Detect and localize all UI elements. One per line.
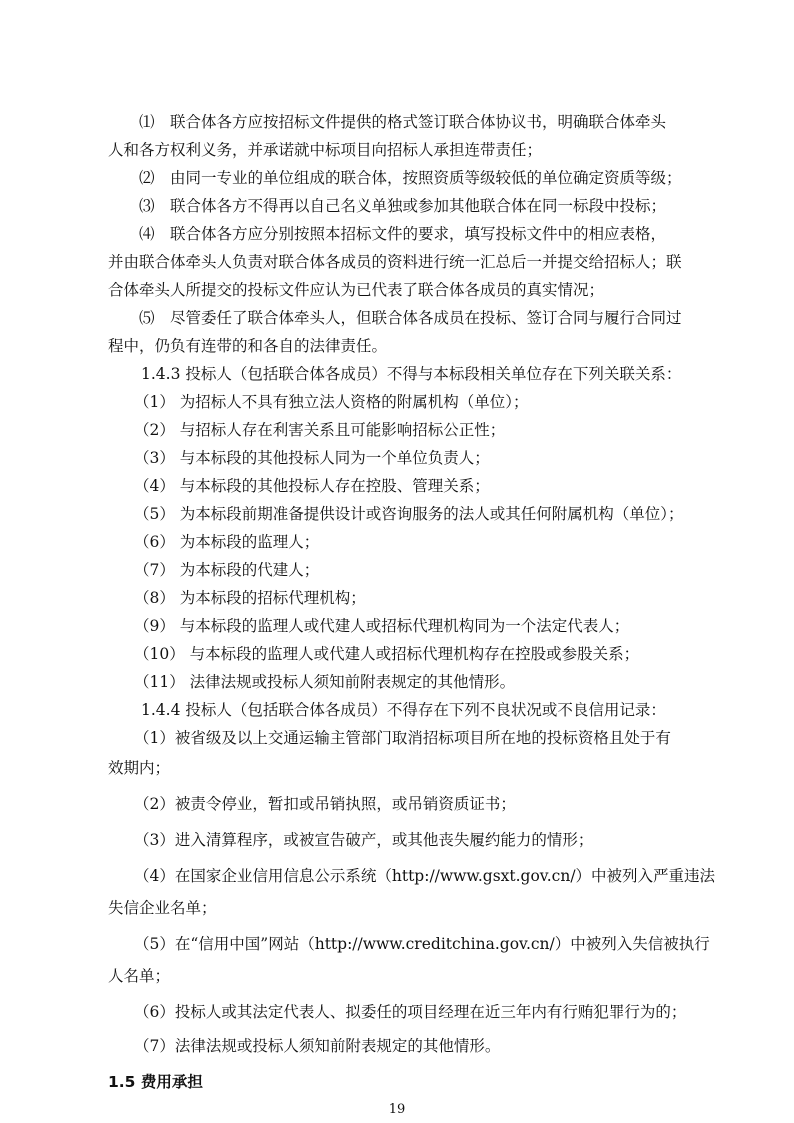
paragraph-line: 并由联合体牵头人负责对联合体各成员的资料进行统一汇总后一并提交给招标人；联 [108,253,682,271]
list-item: （2） 与招标人存在利害关系且可能影响招标公正性； [134,421,506,439]
section-heading: 1.5 费用承担 [108,1073,203,1091]
list-item-continuation: 人名单； [108,967,171,985]
paragraph-line: ⑵ 由同一专业的单位组成的联合体，按照资质等级较低的单位确定资质等级； [139,169,682,187]
list-item: （6） 为本标段的监理人； [134,533,320,551]
list-item: （10） 与本标段的监理人或代建人或招标代理机构存在控股或参股关系； [134,645,640,663]
clause-heading-1-4-3: 1.4.3 投标人（包括联合体各成员）不得与本标段相关单位存在下列关联关系： [141,365,682,383]
list-item: （5）在“信用中国”网站（http://www.creditchina.gov.cn/）中被列入失信被执行 [134,935,710,953]
paragraph-line: ⑴ 联合体各方应按招标文件提供的格式签订联合体协议书，明确联合体牵头 [139,113,667,131]
paragraph-line: ⑶ 联合体各方不得再以自己名义单独或参加其他联合体在同一标段中投标； [139,197,667,215]
list-item: （7）法律法规或投标人须知前附表规定的其他情形。 [134,1037,501,1055]
list-item: （1）被省级及以上交通运输主管部门取消招标项目所在地的投标资格且处于有 [134,729,671,747]
list-item: （7） 为本标段的代建人； [134,561,320,579]
list-item-continuation: 效期内； [108,759,171,777]
list-item: （5） 为本标段前期准备提供设计或咨询服务的法人或其任何附属机构（单位）； [134,505,684,523]
clause-heading-1-4-4: 1.4.4 投标人（包括联合体各成员）不得存在下列不良状况或不良信用记录： [141,701,666,719]
paragraph-line: 人和各方权利义务，并承诺就中标项目向招标人承担连带责任； [108,141,543,159]
list-item: （6）投标人或其法定代表人、拟委任的项目经理在近三年内有行贿犯罪行为的； [134,1003,687,1021]
list-item: （3）进入清算程序，或被宣告破产，或其他丧失履约能力的情形； [134,831,594,849]
list-item: （1） 为招标人不具有独立法人资格的附属机构（单位）； [134,393,529,411]
list-item: （2）被责令停业，暂扣或吊销执照，或吊销资质证书； [134,795,516,813]
list-item-continuation: 失信企业名单； [108,899,217,917]
list-item: （3） 与本标段的其他投标人同为一个单位负责人； [134,449,490,467]
list-item: （9） 与本标段的监理人或代建人或招标代理机构同为一个法定代表人； [134,617,630,635]
page-number: 19 [388,1102,406,1117]
list-item: （4） 与本标段的其他投标人存在控股、管理关系； [134,477,490,495]
paragraph-line: ⑸ 尽管委任了联合体牵头人，但联合体各成员在投标、签订合同与履行合同过 [139,309,682,327]
paragraph-line: 合体牵头人所提交的投标文件应认为已代表了联合体各成员的真实情况； [108,281,605,299]
list-item: （11） 法律法规或投标人须知前附表规定的其他情形。 [134,673,516,691]
paragraph-line: ⑷ 联合体各方应分别按照本招标文件的要求，填写投标文件中的相应表格， [139,225,667,243]
paragraph-line: 程中，仍负有连带的和各自的法律责任。 [108,337,388,355]
list-item: （8） 为本标段的招标代理机构； [134,589,366,607]
list-item: （4）在国家企业信用信息公示系统（http://www.gsxt.gov.cn/）中被列入严重违法 [134,867,716,885]
